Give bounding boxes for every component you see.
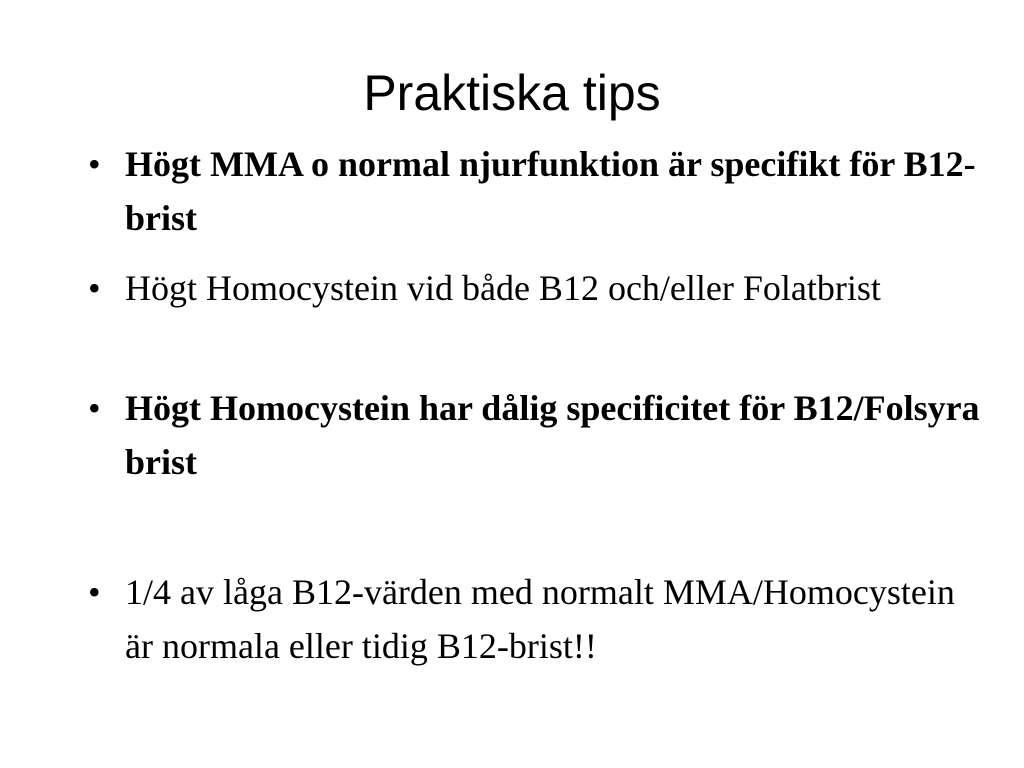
slide-title: Praktiska tips xyxy=(363,65,661,121)
bullet-icon: • xyxy=(88,144,101,184)
bullet-text: Högt MMA o normal njurfunktion är specifikt för B12-brist xyxy=(125,144,976,238)
bullet-icon: • xyxy=(88,268,101,308)
bullet-icon: • xyxy=(88,572,101,612)
bullet-text: Högt Homocystein har dålig specificitet för B12/Folsyra brist xyxy=(125,388,980,482)
bullet-icon: • xyxy=(88,388,101,428)
bullet-text: Högt Homocystein vid både B12 och/eller Folatbrist xyxy=(125,268,881,308)
bullet-text: 1/4 av låga B12-värden med normalt MMA/Homocystein är normala eller tidig B12-brist!! xyxy=(125,572,955,666)
